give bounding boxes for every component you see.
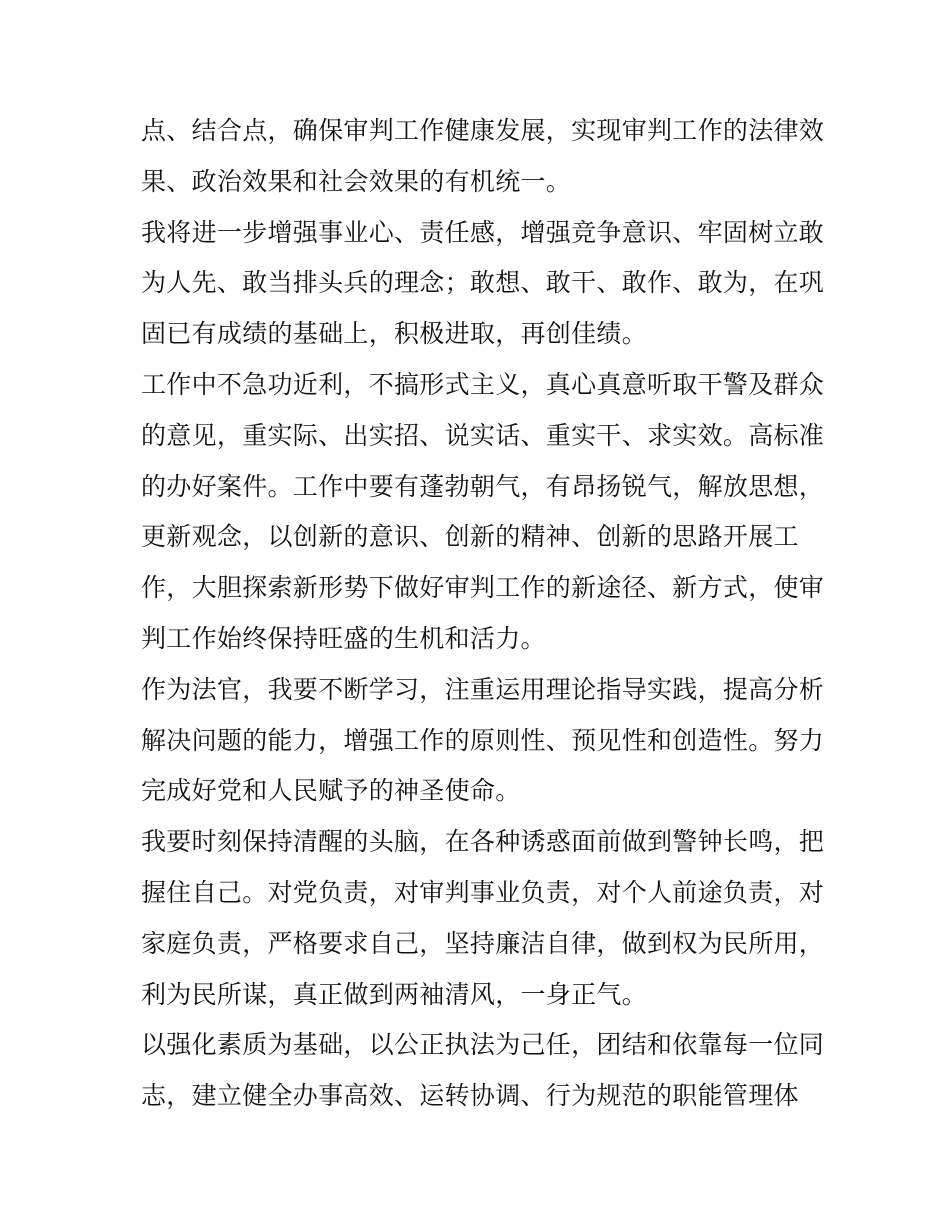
text-line: 家庭负责，严格要求自己，坚持廉洁自律，做到权为民所用， xyxy=(141,928,825,958)
text-line: 果、政治效果和社会效果的有机统一。 xyxy=(141,166,572,196)
text-line: 我要时刻保持清醒的头脑，在各种诱惑面前做到警钟长鸣，把 xyxy=(141,827,825,857)
text-line: 作，大胆探索新形势下做好审判工作的新途径、新方式，使审 xyxy=(141,573,825,603)
document-body xyxy=(141,109,825,1125)
text-line: 为人先、敢当排头兵的理念；敢想、敢干、敢作、敢为，在巩 xyxy=(141,268,825,298)
text-line: 志，建立健全办事高效、运转协调、行为规范的职能管理体 xyxy=(141,1081,799,1111)
text-line: 判工作始终保持旺盛的生机和活力。 xyxy=(141,623,546,653)
text-line: 更新观念，以创新的意识、创新的精神、创新的思路开展工 xyxy=(141,522,799,552)
text-line: 的办好案件。工作中要有蓬勃朝气，有昂扬锐气，解放思想， xyxy=(141,471,825,501)
text-line: 固已有成绩的基础上，积极进取，再创佳绩。 xyxy=(141,319,648,349)
text-line: 点、结合点，确保审判工作健康发展，实现审判工作的法律效 xyxy=(141,116,825,145)
text-line: 利为民所谋，真正做到两袖清风，一身正气。 xyxy=(141,979,648,1009)
text-line: 的意见，重实际、出实招、说实话、重实干、求实效。高标准 xyxy=(141,420,825,450)
text-line: 作为法官，我要不断学习，注重运用理论指导实践，提高分析 xyxy=(141,674,825,704)
text-line: 解决问题的能力，增强工作的原则性、预见性和创造性。努力 xyxy=(141,725,825,755)
text-line: 我将进一步增强事业心、责任感，增强竞争意识、牢固树立敢 xyxy=(141,217,825,247)
text-line: 握住自己。对党负责，对审判事业负责，对个人前途负责，对 xyxy=(141,877,825,907)
text-line: 工作中不急功近利，不搞形式主义，真心真意听取干警及群众 xyxy=(141,369,825,399)
text-line: 完成好党和人民赋予的神圣使命。 xyxy=(141,776,521,806)
text-line: 以强化素质为基础，以公正执法为己任，团结和依靠每一位同 xyxy=(141,1030,825,1060)
